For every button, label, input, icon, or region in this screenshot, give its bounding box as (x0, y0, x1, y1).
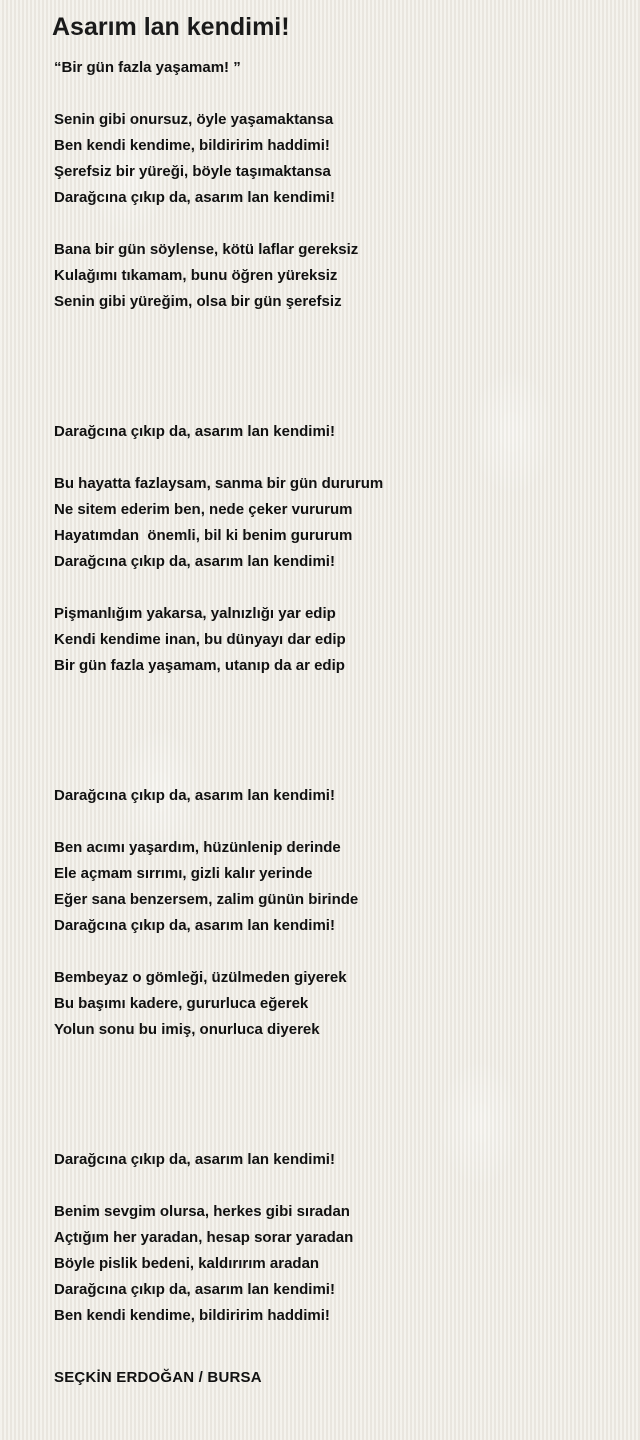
poem-line: Darağcına çıkıp da, asarım lan kendimi! (54, 917, 335, 934)
poem-line: Bir gün fazla yaşamam, utanıp da ar edip (54, 657, 345, 674)
poem-line: Hayatımdan önemli, bil ki benim gururum (54, 527, 353, 544)
poem-line: Ben kendi kendime, bildiririm haddimi! (54, 1307, 330, 1324)
stanza-break (54, 315, 614, 341)
stanza-break (54, 809, 614, 835)
poem-line: Bu başımı kadere, gururluca eğerek (54, 995, 309, 1012)
poem-author: SEÇKİN ERDOĞAN / BURSA (54, 1369, 262, 1386)
stanza-break (54, 445, 614, 471)
poem-line: Şerefsiz bir yüreği, böyle taşımaktansa (54, 163, 331, 180)
stanza-break (54, 1095, 614, 1121)
poem-line: Kulağımı tıkamam, bunu öğren yüreksiz (54, 267, 338, 284)
stanza-break (54, 211, 614, 237)
poem-line: Ne sitem ederim ben, nede çeker vururum (54, 501, 353, 518)
stanza-break (54, 81, 614, 107)
poem-line: Eğer sana benzersem, zalim günün birinde (54, 891, 359, 908)
poem-line: Darağcına çıkıp da, asarım lan kendimi! (54, 1281, 335, 1298)
poem-line: Senin gibi yüreğim, olsa bir gün şerefsiz (54, 293, 342, 310)
stanza-break (54, 1069, 614, 1095)
stanza-break (54, 679, 614, 705)
poem-line: Açtığım her yaradan, hesap sorar yaradan (54, 1229, 354, 1246)
stanza-break (54, 705, 614, 731)
stanza-break (54, 1173, 614, 1199)
poem-body (54, 55, 614, 1329)
stanza-break (54, 341, 614, 367)
poem-line: Darağcına çıkıp da, asarım lan kendimi! (54, 787, 335, 804)
stanza-break (54, 1043, 614, 1069)
poem-line: “Bir gün fazla yaşamam! ” (54, 59, 241, 76)
poem-line: Pişmanlığım yakarsa, yalnızlığı yar edip (54, 605, 336, 622)
poem-line: Bu hayatta fazlaysam, sanma bir gün dururum (54, 475, 384, 492)
poem-line: Bembeyaz o gömleği, üzülmeden giyerek (54, 969, 347, 986)
stanza-break (54, 731, 614, 757)
poem-line: Darağcına çıkıp da, asarım lan kendimi! (54, 1151, 335, 1168)
poem-line: Ele açmam sırrımı, gizli kalır yerinde (54, 865, 313, 882)
poem-line: Ben kendi kendime, bildiririm haddimi! (54, 137, 330, 154)
poem-line: Bana bir gün söylense, kötü laflar gereksiz (54, 241, 359, 258)
poem-line: Ben acımı yaşardım, hüzünlenip derinde (54, 839, 341, 856)
stanza-break (54, 1121, 614, 1147)
stanza-break (54, 393, 614, 419)
poem-line: Darağcına çıkıp da, asarım lan kendimi! (54, 423, 335, 440)
stanza-break (54, 575, 614, 601)
stanza-break (54, 757, 614, 783)
stanza-break (54, 939, 614, 965)
poem-line: Senin gibi onursuz, öyle yaşamaktansa (54, 111, 334, 128)
stanza-break (54, 367, 614, 393)
poem-title: Asarım lan kendimi! (52, 13, 290, 41)
poem-line: Yolun sonu bu imiş, onurluca diyerek (54, 1021, 320, 1038)
poem-line: Böyle pislik bedeni, kaldırırım aradan (54, 1255, 320, 1272)
poem-line: Kendi kendime inan, bu dünyayı dar edip (54, 631, 346, 648)
poem-line: Darağcına çıkıp da, asarım lan kendimi! (54, 553, 335, 570)
poem-line: Benim sevgim olursa, herkes gibi sıradan (54, 1203, 350, 1220)
poem-line: Darağcına çıkıp da, asarım lan kendimi! (54, 189, 335, 206)
